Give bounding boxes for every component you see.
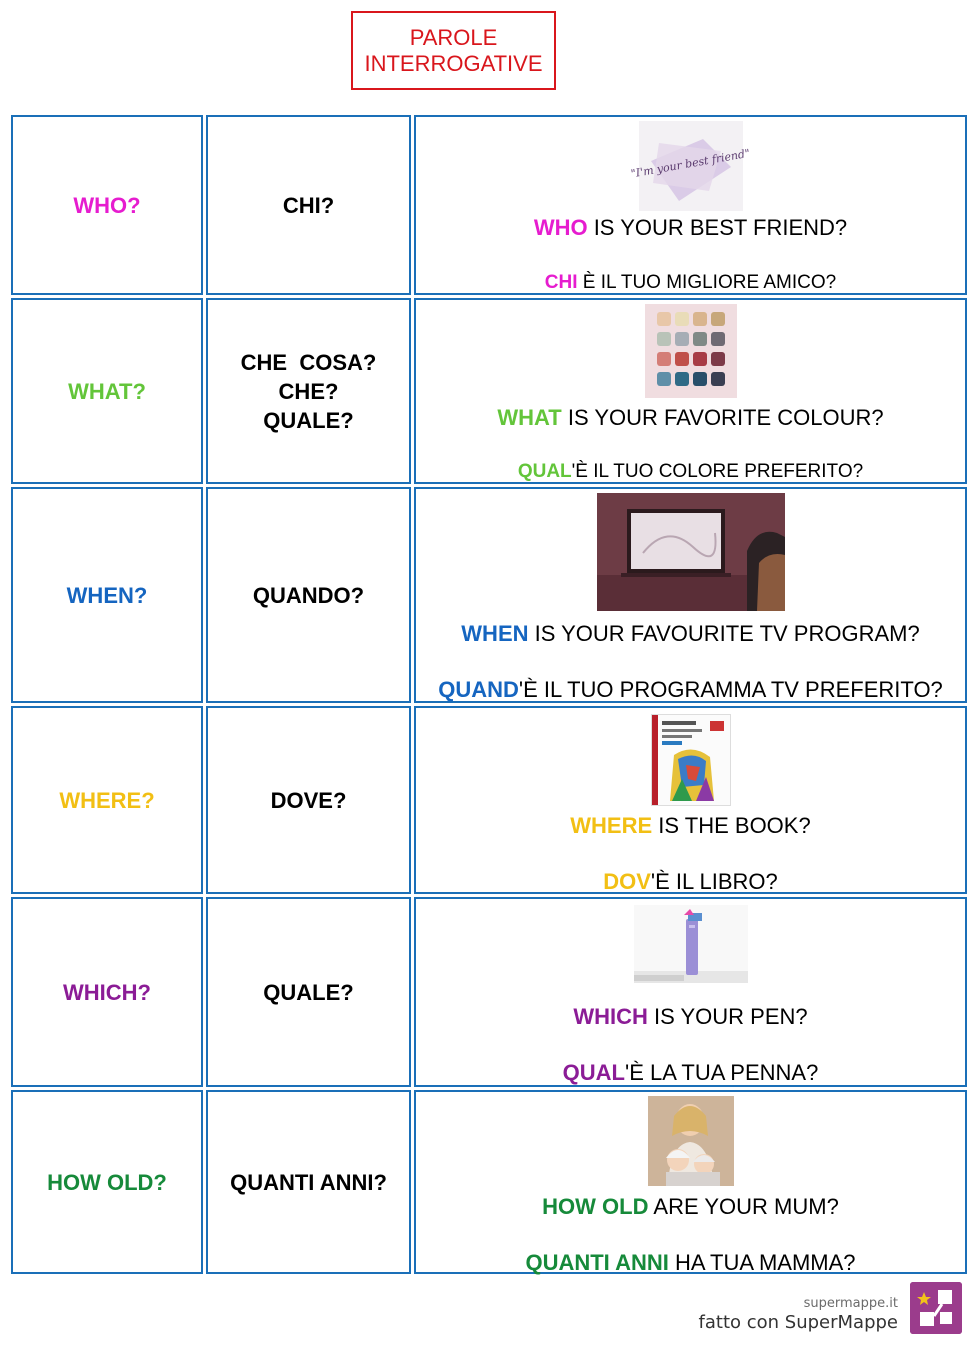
title-line-2: INTERROGATIVE [364, 50, 543, 76]
english-question [416, 1004, 965, 1030]
question-rest: 'È LA TUA PENNA? [625, 1060, 819, 1085]
italian-word: QUANDO? [252, 582, 365, 608]
row-howold-italian [206, 1090, 411, 1274]
row-what-english [11, 298, 203, 484]
question-rest: ARE YOUR MUM? [648, 1194, 839, 1219]
row-howold-example [414, 1090, 967, 1274]
question-keyword: HOW OLD [542, 1194, 649, 1219]
italian-word: CHE? [278, 378, 339, 404]
question-keyword: QUAL [562, 1060, 625, 1085]
english-word: HOW OLD? [47, 1169, 167, 1195]
question-rest: 'È IL TUO COLORE PREFERITO? [571, 461, 864, 482]
english-word: WHAT? [68, 378, 146, 404]
english-question [416, 813, 965, 839]
supermappe-logo-icon [910, 1282, 962, 1334]
row-which-example [414, 897, 967, 1087]
italian-question [416, 272, 965, 294]
english-question [416, 1194, 965, 1220]
best-friend-card-icon [629, 121, 751, 211]
row-who-italian [206, 115, 411, 295]
question-rest: 'È IL TUO PROGRAMMA TV PREFERITO? [518, 677, 943, 702]
question-keyword: DOV [603, 869, 651, 894]
footer-url: supermappe.it [803, 1296, 898, 1311]
art-book-icon [651, 714, 731, 806]
row-where-italian [206, 706, 411, 894]
question-keyword: WHERE [570, 813, 653, 838]
question-keyword: WHEN [461, 621, 529, 646]
mother-children-photo-icon [648, 1096, 734, 1186]
row-who-example [414, 115, 967, 295]
tv-watching-icon [597, 493, 785, 611]
question-keyword: WHAT [497, 405, 562, 430]
question-keyword: QUAND [438, 677, 519, 702]
english-word: WHICH? [63, 979, 151, 1005]
question-rest: IS YOUR FAVOURITE TV PROGRAM? [528, 621, 920, 646]
row-when-italian [206, 487, 411, 703]
picture-text: "I'm your best friend" [629, 146, 751, 181]
question-rest: HA TUA MAMMA? [668, 1250, 856, 1275]
row-what-example [414, 298, 967, 484]
english-question [416, 621, 965, 647]
page-title [351, 11, 556, 90]
question-keyword: CHI [544, 272, 578, 293]
italian-word: QUALE? [263, 407, 354, 433]
question-keyword: WHICH [573, 1004, 648, 1029]
question-rest: IS YOUR FAVORITE COLOUR? [561, 405, 884, 430]
italian-word: QUANTI ANNI? [230, 1169, 387, 1195]
row-where-english [11, 706, 203, 894]
row-howold-english [11, 1090, 203, 1274]
italian-word: CHI? [282, 192, 335, 218]
row-which-italian [206, 897, 411, 1087]
question-keyword: QUAL [517, 461, 572, 482]
supermappe-footer [698, 1282, 962, 1338]
question-rest: IS THE BOOK? [652, 813, 811, 838]
english-word: WHERE? [59, 787, 155, 813]
row-what-italian [206, 298, 411, 484]
question-keyword: WHO [533, 215, 588, 240]
italian-question [416, 869, 965, 895]
italian-word: DOVE? [270, 787, 347, 813]
question-keyword: QUANTI ANNI [525, 1250, 669, 1275]
english-question [416, 405, 965, 431]
row-when-example [414, 487, 967, 703]
italian-question [416, 1060, 965, 1086]
english-word: WHEN? [66, 582, 148, 608]
footer-made-with: fatto con SuperMappe [698, 1312, 898, 1333]
question-rest: IS YOUR BEST FRIEND? [587, 215, 848, 240]
italian-question [416, 1250, 965, 1276]
title-line-1: PAROLE [409, 24, 498, 50]
question-rest: È IL TUO MIGLIORE AMICO? [577, 272, 837, 293]
color-swatches-icon [645, 304, 737, 398]
row-which-english [11, 897, 203, 1087]
english-word: WHO? [73, 192, 141, 218]
row-who-english [11, 115, 203, 295]
italian-question [416, 677, 965, 703]
english-question [416, 215, 965, 241]
italian-word: CHE COSA? [240, 349, 377, 375]
italian-word: QUALE? [263, 979, 354, 1005]
row-where-example [414, 706, 967, 894]
question-rest: IS YOUR PEN? [647, 1004, 808, 1029]
question-rest: 'È IL LIBRO? [650, 869, 778, 894]
italian-question [416, 461, 965, 483]
row-when-english [11, 487, 203, 703]
pen-icon [634, 905, 748, 983]
